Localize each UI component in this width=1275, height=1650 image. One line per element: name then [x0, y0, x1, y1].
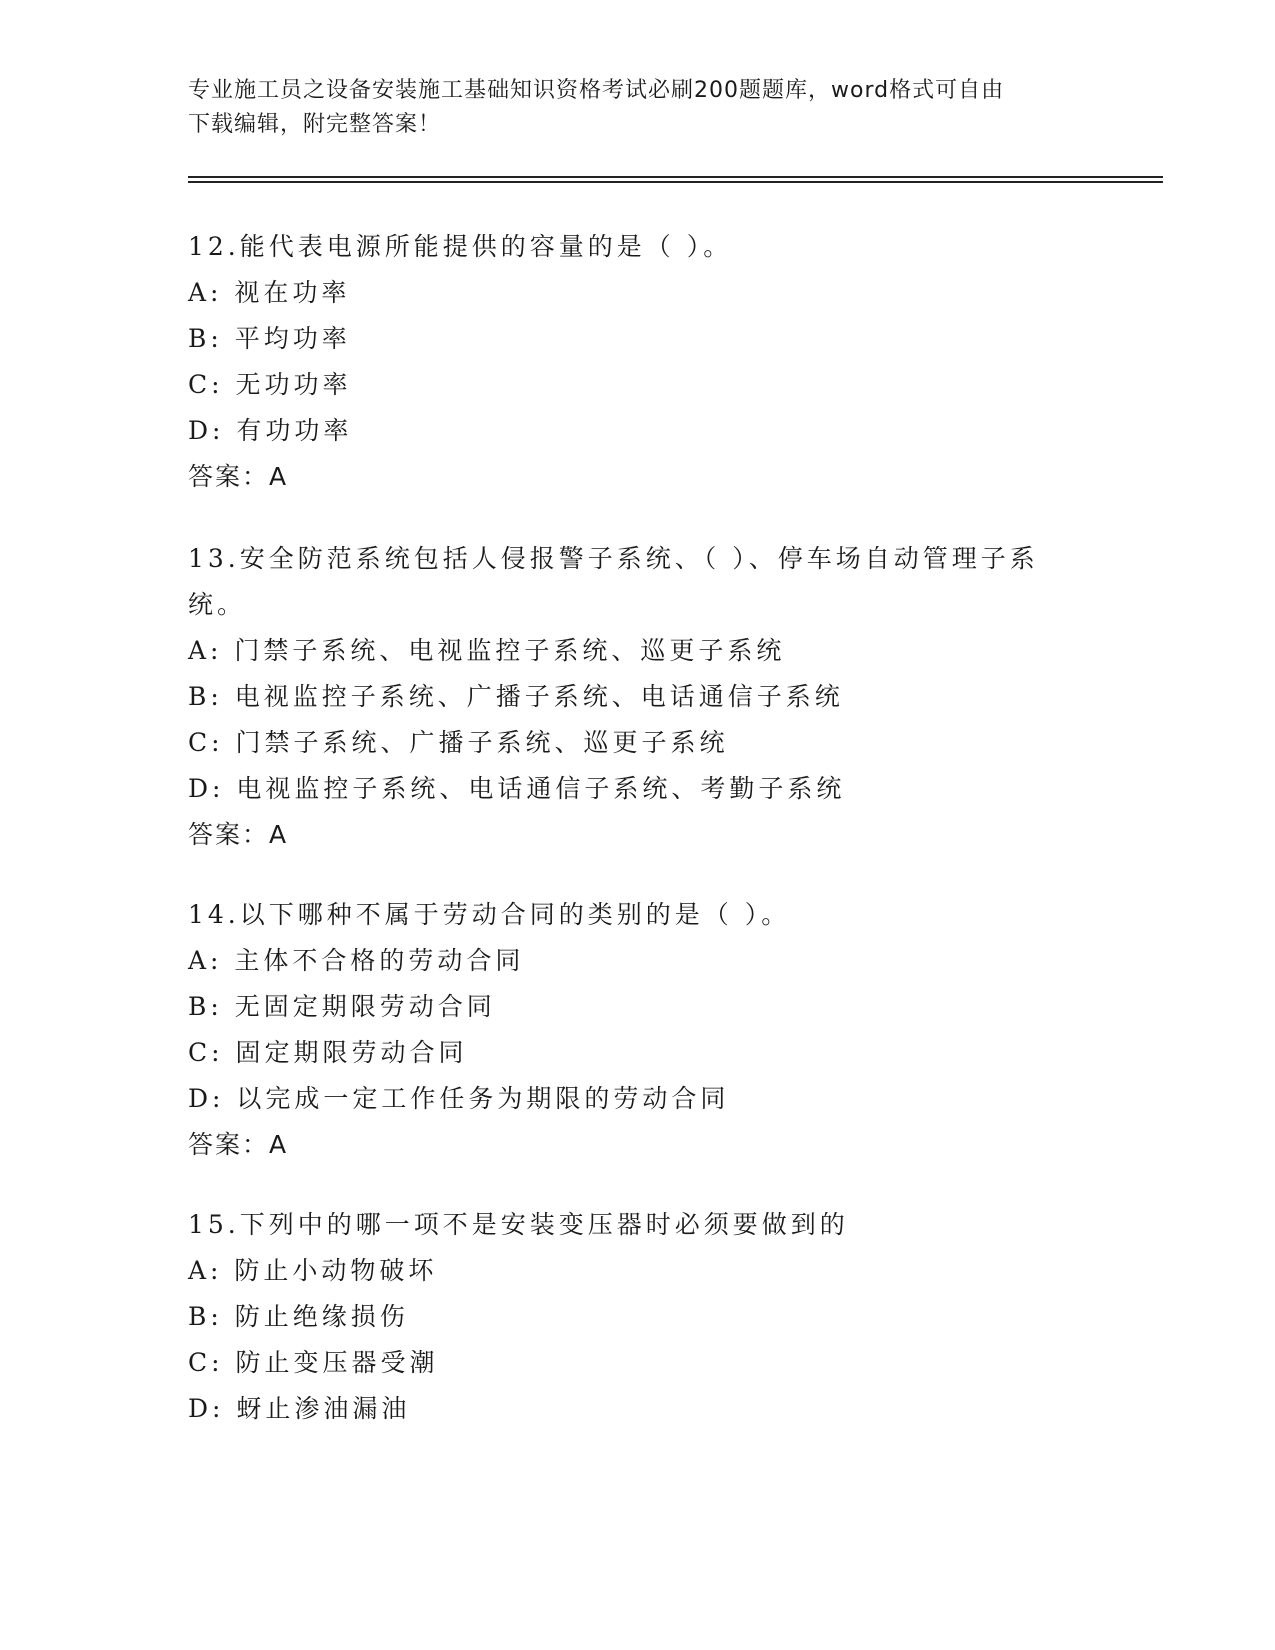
answer: 答案：A	[188, 820, 289, 849]
option-d: D: 有功功率	[188, 416, 353, 445]
option-d: D: 以完成一定工作任务为期限的劳动合同	[188, 1084, 730, 1113]
question-12	[188, 224, 1088, 500]
document-header	[188, 74, 1088, 142]
option-a: A: 门禁子系统、电视监控子系统、巡更子系统	[188, 636, 786, 665]
question-stem: 14.以下哪种不属于劳动合同的类别的是（ ）。	[188, 900, 791, 929]
option-b: B: 防止绝缘损伤	[188, 1302, 409, 1331]
header-divider-top	[188, 176, 1163, 178]
answer: 答案：A	[188, 1130, 289, 1159]
option-a: A: 视在功率	[188, 278, 351, 307]
header-title-line1: 专业施工员之设备安装施工基础知识资格考试必刷200题题库，word格式可自由	[188, 78, 1005, 103]
option-b: B: 电视监控子系统、广播子系统、电话通信子系统	[188, 682, 844, 711]
option-c: C: 防止变压器受潮	[188, 1348, 439, 1377]
option-d: D: 蚜止渗油漏油	[188, 1394, 411, 1423]
question-stem-line2: 统。	[188, 590, 247, 619]
question-13	[188, 536, 1088, 858]
header-title-line2: 下载编辑，附完整答案！	[188, 112, 442, 137]
option-b: B: 平均功率	[188, 324, 351, 353]
question-stem: 15.下列中的哪一项不是安装变压器时必须要做到的	[188, 1210, 849, 1239]
question-stem: 12.能代表电源所能提供的容量的是（ ）。	[188, 232, 733, 261]
question-stem-line1: 13.安全防范系统包括人侵报警子系统、（ ）、停车场自动管理子系	[188, 544, 1039, 573]
option-a: A: 防止小动物破坏	[188, 1256, 438, 1285]
option-c: C: 无功功率	[188, 370, 352, 399]
question-15	[188, 1202, 1088, 1432]
question-14	[188, 892, 1088, 1168]
option-c: C: 固定期限劳动合同	[188, 1038, 468, 1067]
option-c: C: 门禁子系统、广播子系统、巡更子系统	[188, 728, 729, 757]
option-a: A: 主体不合格的劳动合同	[188, 946, 525, 975]
answer: 答案：A	[188, 462, 289, 491]
header-divider-bottom	[188, 181, 1163, 183]
option-d: D: 电视监控子系统、电话通信子系统、考勤子系统	[188, 774, 846, 803]
option-b: B: 无固定期限劳动合同	[188, 992, 496, 1021]
